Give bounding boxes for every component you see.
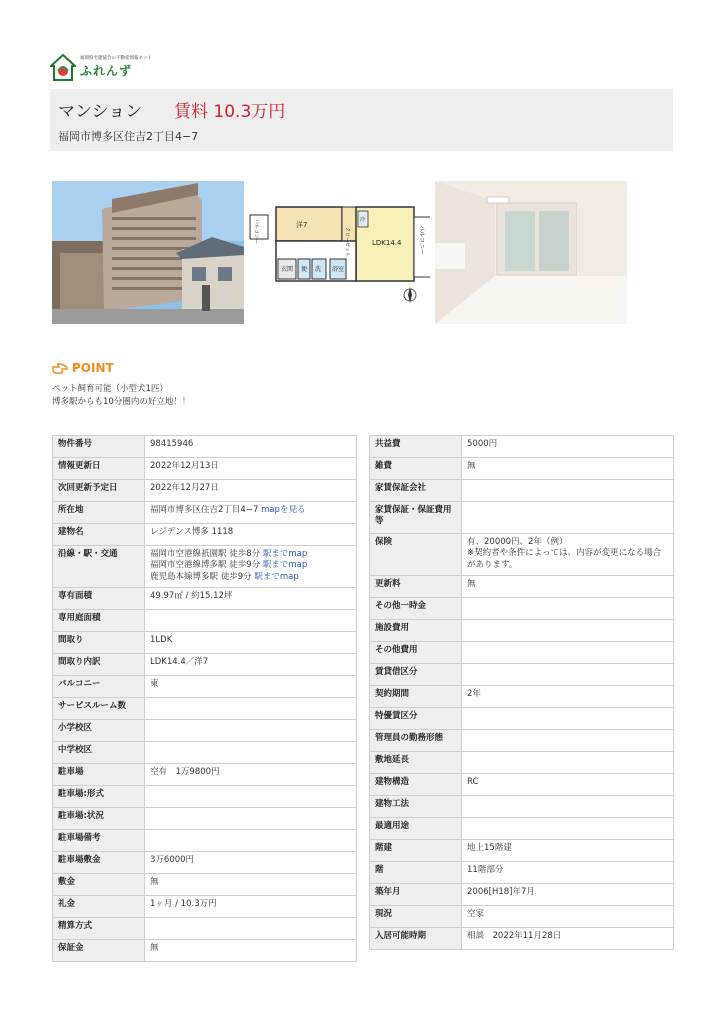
row-label: 物件番号	[53, 436, 145, 458]
point-line-1: ペット飼育可能（小型犬1匹）	[52, 384, 168, 394]
location-value: 福岡市博多区住吉2丁目4−7	[150, 505, 259, 515]
refrigerator-label: 冷	[360, 217, 366, 223]
site-logo[interactable]	[50, 52, 210, 86]
parking-deposit-value: 3万6000円	[145, 852, 357, 874]
table-row	[53, 720, 357, 742]
bath-label: 浴室	[332, 266, 345, 273]
table-row	[53, 830, 357, 852]
table-row	[53, 808, 357, 830]
table-row	[370, 480, 674, 502]
misc-fee-value: 無	[462, 458, 674, 480]
deposit-value: 無	[145, 874, 357, 896]
guarantor-company-value	[462, 480, 674, 502]
logo-tagline: 福岡県宅建協会の不動産情報ネット	[80, 56, 152, 61]
table-row	[370, 928, 674, 950]
row-label: 駐車場	[53, 764, 145, 786]
station-map-link[interactable]: 駅までmap	[254, 571, 299, 582]
insurance-note: ※契約者や条件によっては、内容が変更になる場合があります。	[467, 548, 662, 570]
property-type: マンション	[58, 102, 143, 122]
row-label: バルコニー	[53, 676, 145, 698]
floor-value: 11階部分	[462, 862, 674, 884]
table-row	[53, 588, 357, 610]
row-label: 保険	[370, 534, 462, 576]
balcony-left-label: バルコニー	[253, 219, 259, 245]
other-fee-value	[462, 642, 674, 664]
property-number-value: 98415946	[145, 436, 357, 458]
row-label: 契約期間	[370, 686, 462, 708]
rent-price: 賃料 10.3万円	[174, 102, 286, 122]
row-label: 敷金	[53, 874, 145, 896]
table-row	[53, 436, 357, 458]
table-row	[53, 896, 357, 918]
table-row	[53, 458, 357, 480]
station-map-link[interactable]: 駅までmap	[262, 560, 308, 571]
table-row	[53, 502, 357, 524]
table-row	[53, 786, 357, 808]
other-lump-value	[462, 598, 674, 620]
parking-status-value	[145, 808, 357, 830]
table-row	[53, 610, 357, 632]
row-label: 入居可能時期	[370, 928, 462, 950]
row-label: 間取り内訳	[53, 654, 145, 676]
table-row	[53, 874, 357, 896]
parking-value: 空有 1万9800円	[145, 764, 357, 786]
best-use-value	[462, 818, 674, 840]
row-label: 階	[370, 862, 462, 884]
table-row	[53, 524, 357, 546]
washroom-label: 洗	[315, 266, 322, 273]
table-row	[370, 436, 674, 458]
guarantee-value: 無	[145, 940, 357, 962]
row-label: 所在地	[53, 502, 145, 524]
location-cell	[145, 502, 357, 524]
transport-text: 福岡市空港線祇園駅 徒歩8分	[150, 549, 261, 559]
building-exterior-photo[interactable]	[52, 181, 244, 324]
row-label: その他一時金	[370, 598, 462, 620]
table-row	[53, 546, 357, 588]
row-label: 駐車場:状況	[53, 808, 145, 830]
table-row	[370, 774, 674, 796]
area-value: 49.97㎡ / 約15.12坪	[145, 588, 357, 610]
pointing-hand-icon	[52, 362, 68, 374]
table-row	[370, 796, 674, 818]
table-row	[370, 730, 674, 752]
row-label: 駐車場備考	[53, 830, 145, 852]
transport-text: 鹿児島本線博多駅 徒歩9分	[150, 571, 252, 582]
transport-line	[150, 549, 351, 560]
balcony-value: 東	[145, 676, 357, 698]
manager-work-value	[462, 730, 674, 752]
parking-type-value	[145, 786, 357, 808]
contract-period-value: 2年	[462, 686, 674, 708]
property-details-table-right	[369, 435, 674, 950]
table-row	[370, 862, 674, 884]
transport-text: 福岡市空港線博多駅 徒歩9分	[150, 560, 261, 571]
elementary-value	[145, 720, 357, 742]
row-label: 施設費用	[370, 620, 462, 642]
table-row	[370, 686, 674, 708]
row-label: 特優賃区分	[370, 708, 462, 730]
land-extension-value	[462, 752, 674, 774]
row-label: 賃貸借区分	[370, 664, 462, 686]
layout-value: 1LDK	[145, 632, 357, 654]
settlement-value	[145, 918, 357, 940]
row-label: 家賃保証会社	[370, 480, 462, 502]
row-label: 家賃保証・保証費用等	[370, 502, 462, 534]
property-address: 福岡市博多区住吉2丁目4−7	[58, 130, 199, 143]
row-label: 現況	[370, 906, 462, 928]
building-name-value: レジデンス博多 1118	[145, 524, 357, 546]
row-label: 専用庭面積	[53, 610, 145, 632]
row-label: 敷地延長	[370, 752, 462, 774]
point-line-2: 博多駅からも10分圏内の好立地！！	[52, 397, 191, 407]
parking-note-value	[145, 830, 357, 852]
row-label: 保証金	[53, 940, 145, 962]
layout-detail-value: LDK14.4／洋7	[145, 654, 357, 676]
location-map-link[interactable]: mapを見る	[261, 505, 306, 515]
updated-value: 2022年12月13日	[145, 458, 357, 480]
table-row	[370, 620, 674, 642]
table-row	[53, 742, 357, 764]
table-row	[370, 534, 674, 576]
row-label: 次回更新予定日	[53, 480, 145, 502]
table-row	[53, 654, 357, 676]
lease-type-value	[462, 664, 674, 686]
row-label: 築年月	[370, 884, 462, 906]
point-title: POINT	[72, 361, 114, 375]
table-row	[53, 940, 357, 962]
row-label: 共益費	[370, 436, 462, 458]
ldk-label: LDK14.4	[372, 239, 402, 247]
key-money-value: 1ヶ月 / 10.3万円	[145, 896, 357, 918]
structure-value: RC	[462, 774, 674, 796]
house-logo-icon	[50, 54, 76, 82]
next-update-value: 2022年12月27日	[145, 480, 357, 502]
row-label: 階建	[370, 840, 462, 862]
row-label: 管理員の勤務形態	[370, 730, 462, 752]
row-label: 建物名	[53, 524, 145, 546]
floor-plan-image[interactable]	[248, 181, 430, 324]
table-row	[53, 632, 357, 654]
built-value: 2006[H18]年7月	[462, 884, 674, 906]
table-row	[53, 918, 357, 940]
insurance-value: 有、20000円、2年（例）	[467, 537, 568, 547]
table-row	[370, 598, 674, 620]
balcony-right-label: バルコニー	[418, 225, 425, 256]
table-row	[370, 884, 674, 906]
table-row	[370, 502, 674, 534]
move-in-value: 相談 2022年11月28日	[462, 928, 674, 950]
row-label: 建物工法	[370, 796, 462, 818]
row-label: 精算方式	[53, 918, 145, 940]
transport-line	[150, 560, 351, 571]
transport-cell	[145, 546, 357, 588]
row-label: サービスルーム数	[53, 698, 145, 720]
table-row	[370, 576, 674, 598]
point-heading	[52, 361, 114, 375]
row-label: 雑費	[370, 458, 462, 480]
special-rent-value	[462, 708, 674, 730]
common-fee-value: 5000円	[462, 436, 674, 458]
row-label: 礼金	[53, 896, 145, 918]
floors-value: 地上15階建	[462, 840, 674, 862]
junior-high-value	[145, 742, 357, 764]
table-row	[370, 818, 674, 840]
table-row	[370, 708, 674, 730]
current-status-value: 空家	[462, 906, 674, 928]
table-row	[370, 752, 674, 774]
row-label: 沿線・駅・交通	[53, 546, 145, 588]
row-label: 最適用途	[370, 818, 462, 840]
table-row	[370, 642, 674, 664]
row-label: 駐車場敷金	[53, 852, 145, 874]
transport-line	[150, 572, 351, 583]
toilet-label: 便	[301, 266, 308, 273]
room-illustration	[435, 181, 627, 324]
row-label: 駐車場:形式	[53, 786, 145, 808]
construction-method-value	[462, 796, 674, 818]
property-details-table-left	[52, 435, 357, 962]
table-row	[53, 480, 357, 502]
row-label: 更新料	[370, 576, 462, 598]
row-label: 専有面積	[53, 588, 145, 610]
entrance-label: 玄関	[281, 266, 294, 273]
room-interior-photo[interactable]	[435, 181, 627, 324]
table-row	[370, 664, 674, 686]
table-row	[53, 852, 357, 874]
table-row	[53, 764, 357, 786]
guarantee-fee-value	[462, 502, 674, 534]
row-label: 中学校区	[53, 742, 145, 764]
building-illustration	[52, 181, 244, 324]
table-row	[53, 676, 357, 698]
service-room-value	[145, 698, 357, 720]
insurance-cell	[462, 534, 674, 576]
logo-name: ふれんず	[80, 64, 133, 78]
row-label: 小学校区	[53, 720, 145, 742]
table-row	[370, 458, 674, 480]
closet-label: クローゼット	[344, 227, 350, 257]
row-label: 情報更新日	[53, 458, 145, 480]
station-map-link[interactable]: 駅までmap	[262, 549, 308, 559]
row-label: その他費用	[370, 642, 462, 664]
table-row	[370, 906, 674, 928]
row-label: 建物構造	[370, 774, 462, 796]
room-western-label: 洋7	[296, 221, 308, 229]
row-label: 間取り	[53, 632, 145, 654]
property-header	[50, 89, 673, 151]
garden-area-value	[145, 610, 357, 632]
table-row	[370, 840, 674, 862]
facility-fee-value	[462, 620, 674, 642]
table-row	[53, 698, 357, 720]
floor-plan-drawing	[248, 181, 430, 324]
renewal-fee-value: 無	[462, 576, 674, 598]
